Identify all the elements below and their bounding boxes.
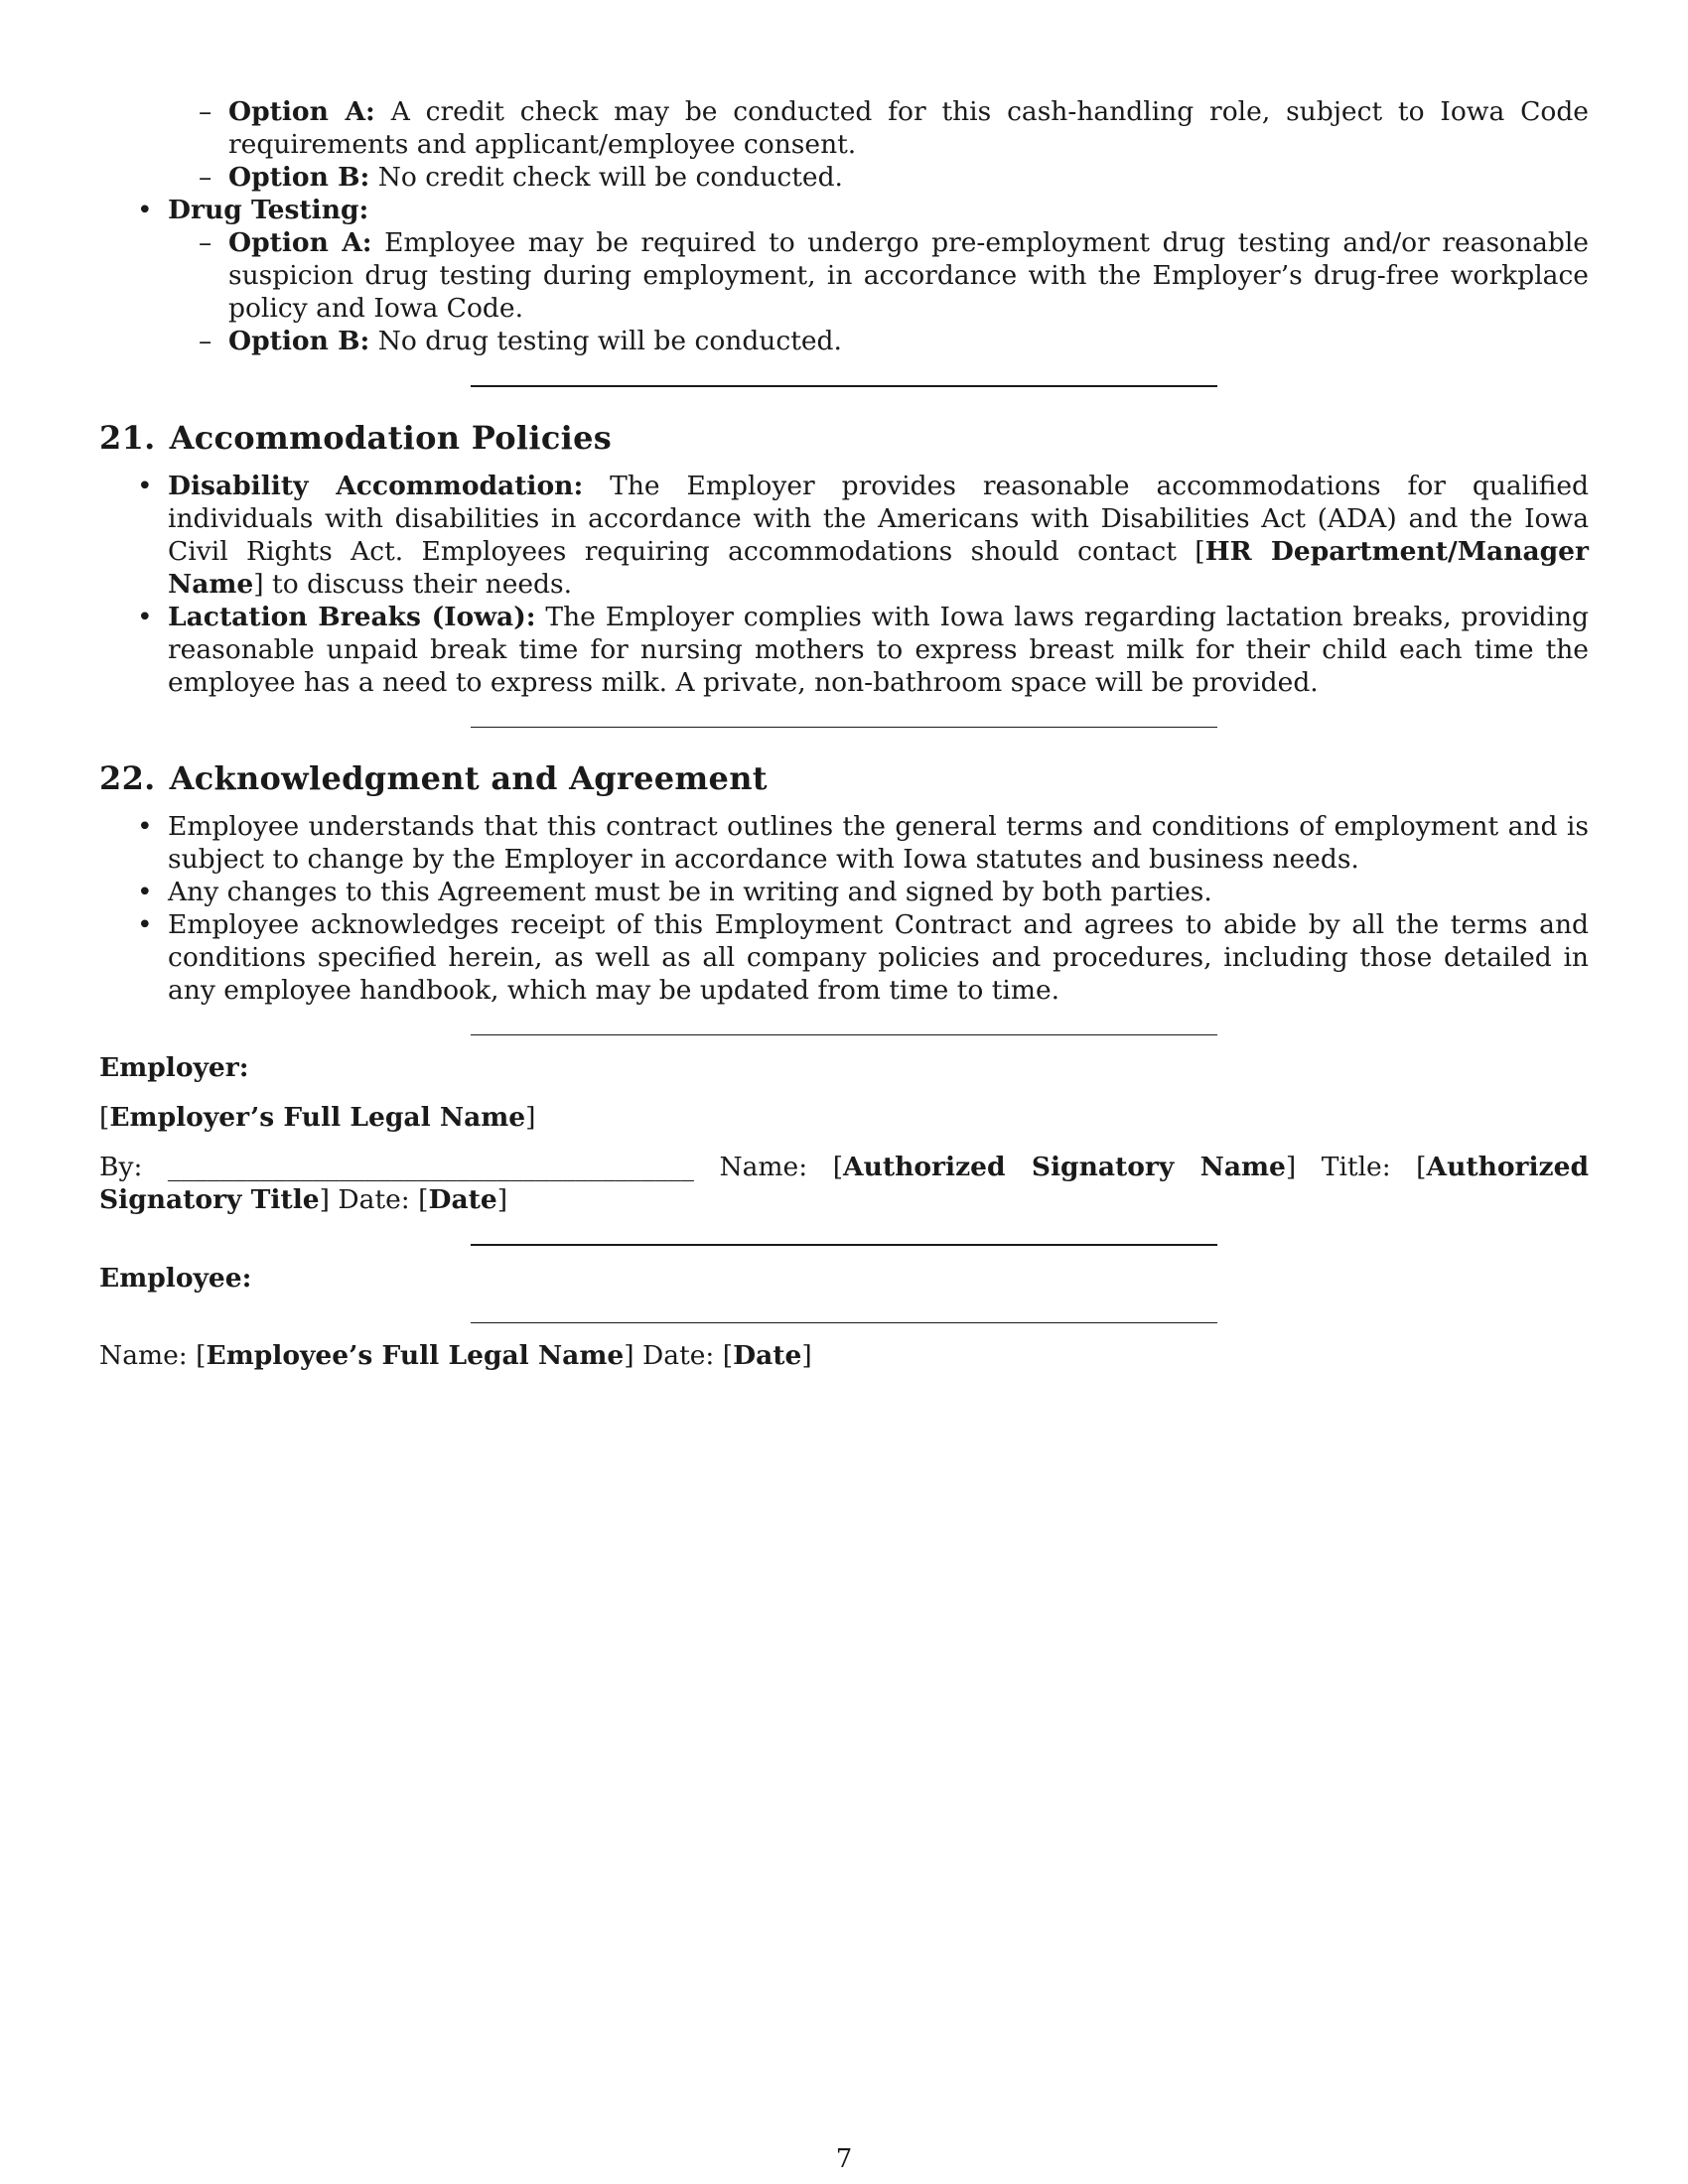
title-label: Title:: [1321, 1152, 1391, 1182]
by-label: By:: [99, 1152, 143, 1182]
signatory-name-placeholder: Authorized Signatory Name: [843, 1152, 1286, 1182]
item-text: ] to discuss their needs.: [253, 569, 573, 600]
employee-signature-line: [471, 1322, 1217, 1323]
hr-contact-placeholder: HR Department/Manager Name: [168, 536, 1589, 600]
employer-heading: Employer:: [99, 1052, 249, 1083]
option-label: Option B:: [228, 162, 370, 193]
item-label: Lactation Breaks (Iowa):: [168, 602, 536, 632]
drug-testing-options: [99, 226, 1589, 357]
signature-divider: [471, 1244, 1217, 1246]
option-text: A credit check may be conducted for this cash-handling role, subject to Iowa Code requirements and applicant/employee consent.: [228, 96, 1589, 160]
employee-signature-block: Name: [Employee’s Full Legal Name] Date: [Date]: [99, 1340, 812, 1371]
option-label: Option A:: [228, 227, 372, 258]
item-text: The Employer provides reasonable accommodations for qualified individuals with disabilities in accordance with the Americans with Disabilities Act (ADA) and the Iowa Civil Rights Act. Employees requiring accommodations should contact [: [168, 471, 1589, 567]
employer-signature-block: By: ________________________________________ Name: [Authorized Signatory Name] Title: [Authorized Signatory Title] Date: [Date]: [99, 1152, 1589, 1215]
document-page: [99, 95, 1589, 1372]
acknowledgment-item: • Employee understands that this contract outlines the general terms and conditions of employment and is subject to change by the Employer in accordance with Iowa statutes and business needs.: [99, 810, 1589, 876]
drug-option-b: [99, 325, 1589, 357]
acknowledgment-item: • Employee acknowledges receipt of this Employment Contract and agrees to abide by all the terms and conditions specified herein, as well as all company policies and procedures, including those detailed in any employee handbook, which may be updated from time to time.: [99, 908, 1589, 1007]
employer-name-placeholder: Employer’s Full Legal Name: [109, 1102, 526, 1133]
section-divider: [471, 1034, 1217, 1035]
section-number: 22.: [99, 759, 156, 797]
item-text: The Employer complies with Iowa laws regarding lactation breaks, providing reasonable unpaid break time for nursing mothers to express breast milk for their child each time the employee has a need to express milk. A private, non-bathroom space will be provided.: [168, 602, 1589, 698]
credit-option-a: [99, 95, 1589, 161]
option-label: Option A:: [228, 96, 375, 127]
section-heading-21: [99, 418, 1589, 458]
accommodation-list: [99, 470, 1589, 699]
employee-name-placeholder: Employee’s Full Legal Name: [206, 1340, 625, 1371]
section-heading-22: [99, 758, 1589, 798]
drug-testing-item: [99, 194, 1589, 226]
employer-date-placeholder: Date: [428, 1184, 497, 1215]
credit-option-b: [99, 161, 1589, 194]
acknowledgment-item: • Any changes to this Agreement must be in writing and signed by both parties.: [99, 876, 1589, 908]
section-number: 21.: [99, 419, 156, 457]
section-divider: [471, 727, 1217, 728]
screening-list: [99, 194, 1589, 226]
drug-testing-label: Drug Testing:: [168, 195, 369, 225]
name-label: Name:: [99, 1340, 188, 1371]
page-number: 7: [835, 2144, 853, 2174]
employee-heading: Employee:: [99, 1263, 252, 1294]
credit-check-options: [99, 95, 1589, 194]
disability-accommodation-item: [99, 470, 1589, 601]
option-text: No drug testing will be conducted.: [377, 326, 842, 356]
item-label: Disability Accommodation:: [168, 471, 584, 501]
section-title: Accommodation Policies: [169, 419, 613, 457]
name-label: Name:: [719, 1152, 808, 1182]
date-label: Date:: [642, 1340, 715, 1371]
date-label: Date:: [338, 1184, 410, 1215]
employer-name-line: [Employer’s Full Legal Name]: [99, 1102, 536, 1133]
section-title: Acknowledgment and Agreement: [169, 759, 768, 797]
employee-date-placeholder: Date: [733, 1340, 802, 1371]
lactation-breaks-item: [99, 601, 1589, 699]
signature-line: ________________________________________: [167, 1152, 694, 1182]
acknowledgment-list: [99, 810, 1589, 1007]
option-label: Option B:: [228, 326, 370, 356]
option-text: No credit check will be conducted.: [377, 162, 843, 193]
section-divider: [471, 385, 1217, 387]
drug-option-a: [99, 226, 1589, 325]
signatory-title-placeholder: Authorized Signatory Title: [99, 1152, 1589, 1215]
option-text: Employee may be required to undergo pre-employment drug testing and/or reasonable suspicion drug testing during employment, in accordance with the Employer’s drug-free workplace policy and Iowa Code.: [228, 227, 1589, 324]
